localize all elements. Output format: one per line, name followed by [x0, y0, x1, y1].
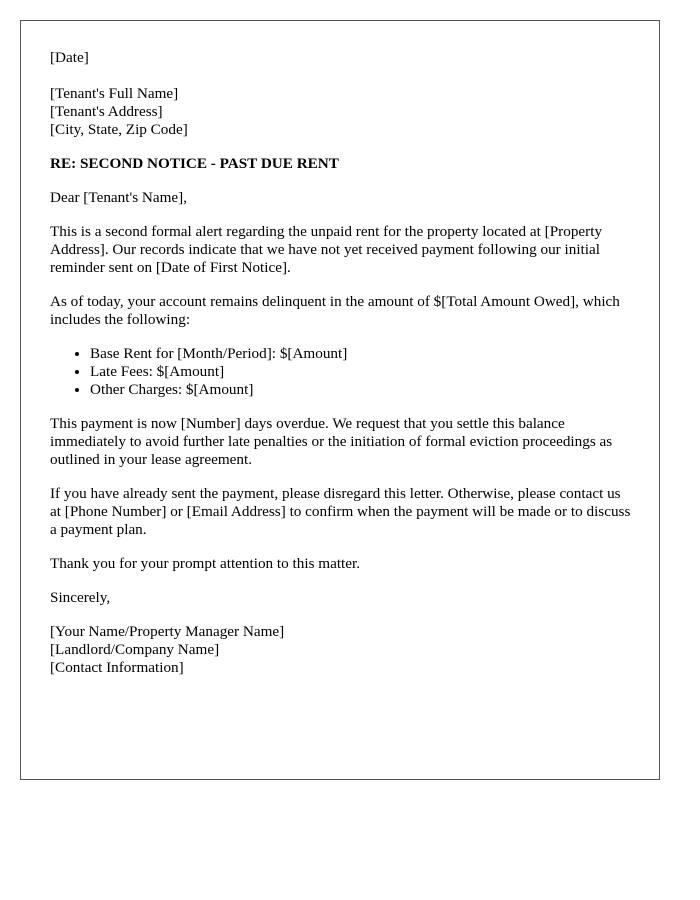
body-paragraph-3: This payment is now [Number] days overdue. We request that you settle this balance immediately to avoid further late penalties or the initiation of formal eviction proceedings as outlined in your lease agreement.: [50, 415, 613, 468]
body-paragraph-4: If you have already sent the payment, please disregard this letter. Otherwise, please contact us at [Phone Number] or [Email Address] to confirm when the payment will be made or to discuss a payment plan.: [50, 485, 631, 538]
salutation: Dear [Tenant's Name],: [50, 189, 188, 206]
body-paragraph-5: Thank you for your prompt attention to this matter.: [50, 555, 361, 572]
charge-item-late-fees: • Late Fees: $[Amount]: [90, 363, 631, 381]
recipient-address: [Tenant's Address]: [50, 103, 163, 120]
signature-contact: [Contact Information]: [50, 659, 184, 676]
signature-block: [50, 623, 631, 677]
recipient-name: [Tenant's Full Name]: [50, 85, 179, 102]
charges-list: [50, 345, 631, 399]
subject-line: RE: SECOND NOTICE - PAST DUE RENT: [50, 155, 339, 172]
closing: Sincerely,: [50, 589, 111, 606]
body-paragraph-1: This is a second formal alert regarding the unpaid rent for the property located at [Property Address]. Our records indicate that we have not yet received payment following our initial reminder sent on [Date of First Notice].: [50, 223, 603, 276]
signature-name: [Your Name/Property Manager Name]: [50, 623, 285, 640]
charge-item-other-charges: • Other Charges: $[Amount]: [90, 381, 631, 399]
recipient-block: [50, 85, 631, 139]
recipient-city-state-zip: [City, State, Zip Code]: [50, 121, 188, 138]
body-paragraph-2: As of today, your account remains delinquent in the amount of $[Total Amount Owed], which includes the following:: [50, 293, 620, 328]
letter-date: [Date]: [50, 49, 89, 66]
letter-page: [20, 20, 660, 780]
signature-company: [Landlord/Company Name]: [50, 641, 220, 658]
charge-item-base-rent: • Base Rent for [Month/Period]: $[Amount]: [90, 345, 631, 363]
